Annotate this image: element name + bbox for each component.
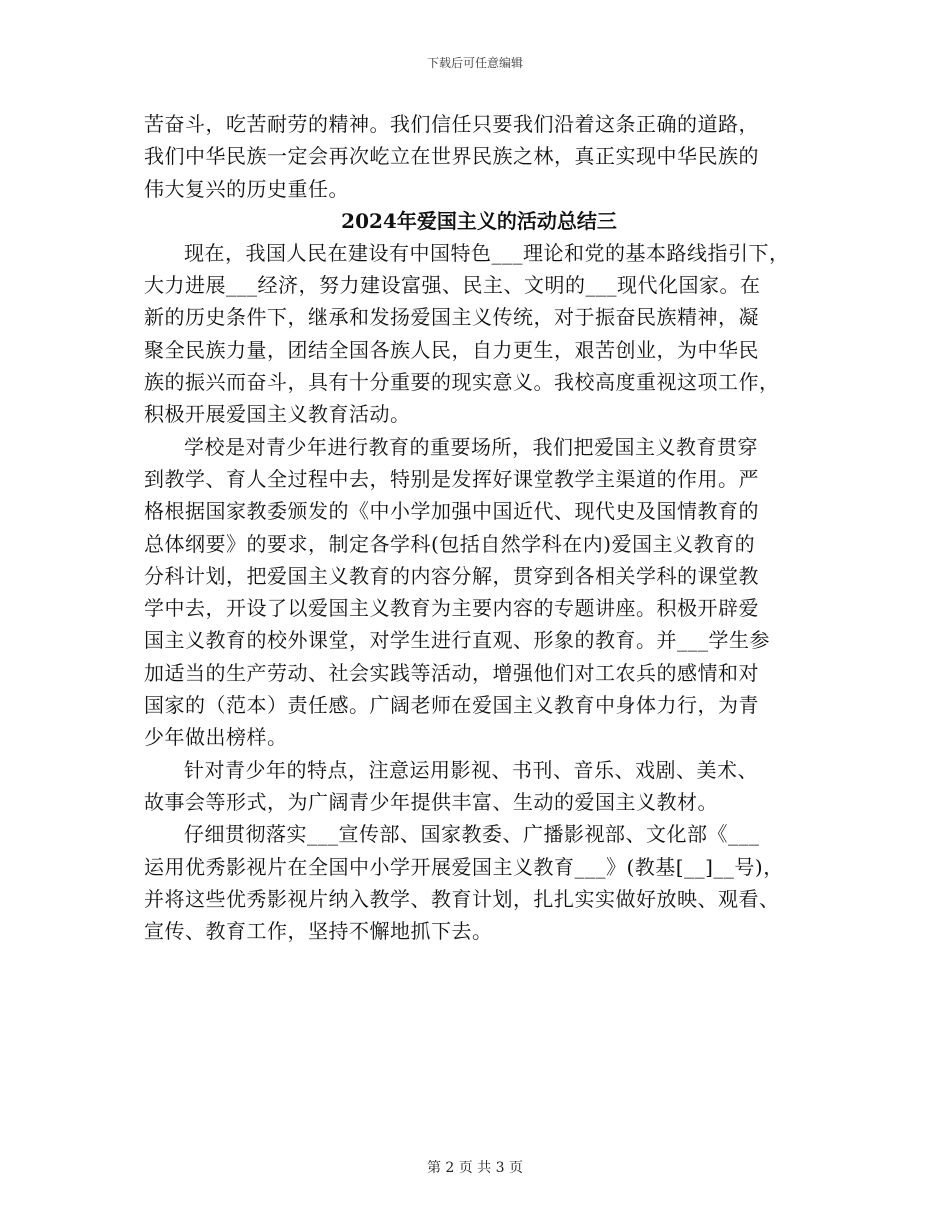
page-header-note: 下载后可任意编辑 bbox=[426, 56, 523, 70]
paragraph-3 bbox=[144, 754, 814, 819]
text-line: 学校是对青少年进行教育的重要场所，我们把爱国主义教育贯穿 bbox=[184, 434, 758, 459]
text-line: 新的历史条件下，继承和发扬爱国主义传统，对于振奋民族精神，凝 bbox=[144, 305, 759, 330]
text-line: 仔细贯彻落实___宣传部、国家教委、广播影视部、文化部《___ bbox=[184, 822, 760, 847]
text-line: 针对青少年的特点，注意运用影视、书刊、音乐、戏剧、美术、 bbox=[184, 757, 758, 782]
text-line: 国主义教育的校外课堂，对学生进行直观、形象的教育。并___学生参 bbox=[144, 628, 770, 653]
text-line: 分科计划，把爱国主义教育的内容分解，贯穿到各相关学科的课堂教 bbox=[144, 563, 759, 588]
text-line: 少年做出榜样。 bbox=[144, 725, 288, 750]
paragraph-4 bbox=[144, 818, 814, 947]
intro-text bbox=[144, 108, 814, 205]
text-line: 格根据国家教委颁发的《中小学加强中国近代、现代史及国情教育的 bbox=[144, 499, 759, 524]
text-line: 伟大复兴的历史重任。 bbox=[144, 176, 349, 201]
text-line: 大力进展___经济，努力建设富强、民主、文明的___现代化国家。在 bbox=[144, 273, 761, 298]
document-body bbox=[144, 108, 814, 947]
text-line: 总体纲要》的要求，制定各学科(包括自然学科在内)爱国主义教育的 bbox=[144, 531, 756, 556]
section-title: 2024年爱国主义的活动总结三 bbox=[341, 208, 617, 233]
page-number: 第 2 页 共 3 页 bbox=[426, 1160, 524, 1176]
text-line: 加适当的生产劳动、社会实践等活动，增强他们对工农兵的感情和对 bbox=[144, 660, 759, 685]
text-line: 现在，我国人民在建设有中国特色___理论和党的基本路线指引下， bbox=[184, 240, 790, 265]
text-line: 族的振兴而奋斗，具有十分重要的现实意义。我校高度重视这项工作， bbox=[144, 370, 780, 395]
text-line: 我们中华民族一定会再次屹立在世界民族之林，真正实现中华民族的 bbox=[144, 144, 759, 169]
paragraph-2 bbox=[144, 431, 814, 754]
paragraph-1 bbox=[144, 237, 814, 431]
text-line: 苦奋斗，吃苦耐劳的精神。我们信任只要我们沿着这条正确的道路， bbox=[144, 112, 759, 136]
text-line: 聚全民族力量，团结全国各族人民，自力更生，艰苦创业，为中华民 bbox=[144, 337, 759, 362]
text-line: 宣传、教育工作，坚持不懈地抓下去。 bbox=[144, 919, 493, 944]
text-line: 学中去，开设了以爱国主义教育为主要内容的专题讲座。积极开辟爱 bbox=[144, 596, 759, 621]
text-line: 并将这些优秀影视片纳入教学、教育计划，扎扎实实做好放映、观看、 bbox=[144, 886, 780, 911]
text-line: 到教学、育人全过程中去，特别是发挥好课堂教学主渠道的作用。严 bbox=[144, 466, 759, 491]
text-line: 运用优秀影视片在全国中小学开展爱国主义教育___》(教基[__]__号)， bbox=[144, 854, 784, 879]
text-line: 国家的（范本）责任感。广阔老师在爱国主义教育中身体力行，为青 bbox=[144, 693, 759, 718]
text-line: 积极开展爱国主义教育活动。 bbox=[144, 402, 411, 427]
text-line: 故事会等形式，为广阔青少年提供丰富、生动的爱国主义教材。 bbox=[144, 789, 718, 814]
